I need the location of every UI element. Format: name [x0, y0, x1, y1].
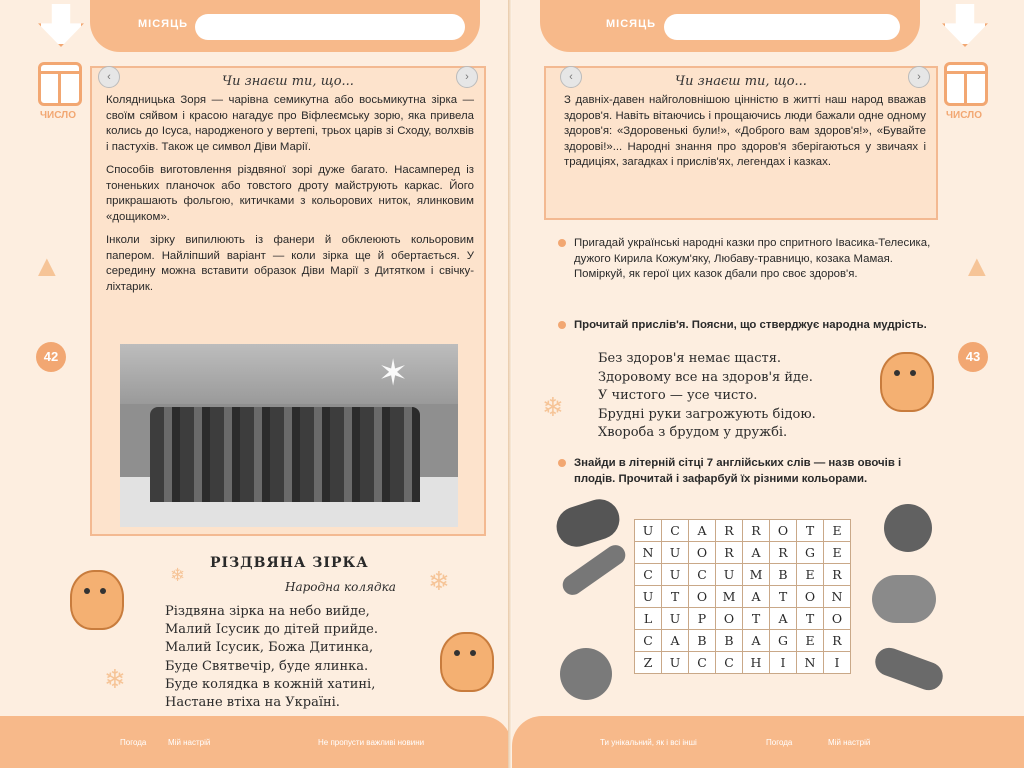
day-label: ЧИСЛО	[946, 110, 982, 121]
day-label: ЧИСЛО	[40, 110, 76, 121]
grid-cell[interactable]: T	[770, 586, 797, 608]
calendar-icon	[944, 62, 988, 106]
grid-cell[interactable]: C	[635, 630, 662, 652]
month-header	[540, 0, 920, 52]
task-fairy-tales	[574, 236, 934, 283]
month-field[interactable]	[195, 14, 465, 40]
grid-cell[interactable]: C	[716, 652, 743, 674]
grid-cell[interactable]: C	[689, 652, 716, 674]
grid-cell[interactable]: R	[824, 564, 851, 586]
orange-picture	[560, 648, 612, 700]
info-paragraph: Способів виготовлення різдвяної зорі дуже багато. Насамперед із тоненьких планочок або товстого дроту майструють каркас. Його прикрашають фольгою, китичками з кольорових ниток, ялинковим «дощиком».	[106, 164, 474, 223]
fir-tree-icon: ▲	[962, 250, 992, 283]
grid-cell[interactable]: E	[797, 564, 824, 586]
grid-cell[interactable]: C	[635, 564, 662, 586]
proverb: Здоровому все на здоров'я йде.	[598, 369, 813, 385]
grid-cell[interactable]: R	[770, 542, 797, 564]
poem	[165, 603, 378, 712]
grid-cell[interactable]: A	[743, 586, 770, 608]
task-proverbs	[574, 318, 934, 334]
grid-cell[interactable]: N	[635, 542, 662, 564]
grid-row	[635, 586, 851, 608]
grid-cell[interactable]: A	[662, 630, 689, 652]
poem-line: Настане втіха на Україні.	[165, 695, 340, 711]
chevron-left-icon: ‹	[98, 66, 120, 88]
grid-cell[interactable]: L	[635, 608, 662, 630]
grid-cell[interactable]: R	[716, 542, 743, 564]
grid-cell[interactable]: R	[743, 520, 770, 542]
grid-cell[interactable]: T	[662, 586, 689, 608]
grid-cell[interactable]: U	[662, 542, 689, 564]
grid-cell[interactable]: A	[743, 542, 770, 564]
task-text: Прочитай прислів'я. Поясни, що стверджує народна мудрість.	[574, 319, 927, 331]
proverb: У чистого — усе чисто.	[598, 388, 758, 403]
grid-cell[interactable]: T	[743, 608, 770, 630]
chevron-left-icon: ‹	[560, 66, 582, 88]
footer-unique-label: Ти унікальний, як і всі інші	[600, 738, 697, 747]
star-icon: ✶	[378, 352, 409, 393]
grid-cell[interactable]: E	[824, 542, 851, 564]
grid-cell[interactable]: O	[770, 520, 797, 542]
word-search-grid[interactable]	[634, 519, 851, 674]
poem-title: РІЗДВЯНА ЗІРКА	[210, 555, 369, 571]
grid-cell[interactable]: A	[689, 520, 716, 542]
chevron-right-icon: ›	[908, 66, 930, 88]
fir-tree-icon: ▲	[32, 250, 62, 283]
grid-cell[interactable]: B	[770, 564, 797, 586]
bullet-icon	[558, 321, 566, 329]
footer-weather-label: Погода	[120, 738, 147, 747]
month-header	[90, 0, 480, 52]
grid-cell[interactable]: R	[824, 630, 851, 652]
grid-cell[interactable]: A	[770, 608, 797, 630]
grid-cell[interactable]: B	[716, 630, 743, 652]
chevron-right-icon: ›	[456, 66, 478, 88]
grid-cell[interactable]: G	[797, 542, 824, 564]
arrow-down-icon	[38, 4, 84, 47]
footer-mood-label: Мій настрій	[828, 738, 871, 747]
grid-cell[interactable]: O	[824, 608, 851, 630]
footer-news-label: Не пропусти важливі новини	[318, 738, 425, 747]
arrow-down-icon	[942, 4, 988, 47]
month-label: МІСЯЦЬ	[138, 18, 189, 30]
grid-cell[interactable]: E	[824, 520, 851, 542]
grid-cell[interactable]: E	[797, 630, 824, 652]
proverb: Хвороба з брудом у дружбі.	[598, 425, 788, 440]
calendar-icon	[38, 62, 82, 106]
grid-cell[interactable]: N	[797, 652, 824, 674]
proverb: Брудні руки загрожують бідою.	[598, 406, 816, 422]
snowflake-icon: ❄	[170, 565, 186, 585]
task-text: Пригадай українські народні казки про спритного Івасика-Телесика, дужого Кирила Кожум'яку, Любаву-травницю, козака Мамая. Поміркуй, як герої цих казок дбали про своє здоров'я.	[574, 237, 931, 280]
cat-illustration	[70, 570, 124, 630]
grid-cell[interactable]: Z	[635, 652, 662, 674]
info-title: Чи знаєш ти, що...	[675, 74, 807, 89]
grid-cell[interactable]: U	[635, 520, 662, 542]
grid-cell[interactable]: U	[662, 608, 689, 630]
grid-cell[interactable]: U	[662, 564, 689, 586]
poem-line: Малий Ісусик, Божа Дитинка,	[165, 640, 374, 656]
grid-row	[635, 520, 851, 542]
poem-line: Малий Ісусик до дітей прийде.	[165, 622, 379, 638]
grid-cell[interactable]: U	[662, 652, 689, 674]
grid-cell[interactable]: U	[716, 564, 743, 586]
info-title: Чи знаєш ти, що...	[222, 74, 354, 89]
carolers-photo	[120, 344, 458, 527]
snowflake-icon: ❄	[542, 392, 564, 422]
grid-cell[interactable]: T	[797, 520, 824, 542]
grid-cell[interactable]: U	[635, 586, 662, 608]
cat-illustration	[880, 352, 934, 412]
grid-cell[interactable]: I	[824, 652, 851, 674]
grid-cell[interactable]: B	[689, 630, 716, 652]
task-text: Знайди в літерній сітці 7 англійських слів — назв овочів і плодів. Прочитай і зафарбуй їх різними кольорами.	[574, 457, 902, 485]
grid-cell[interactable]: G	[770, 630, 797, 652]
grid-cell[interactable]: T	[797, 608, 824, 630]
proverb: Без здоров'я немає щастя.	[598, 351, 782, 366]
info-paragraph: Інколи зірку випилюють із фанери й обклеюють кольоровим папером. Найліпший варіант — коли зірка ще й обертається. У середину можна вставити образок Діви Марії з Дитятком і свічку-ліхтарик.	[106, 234, 474, 293]
grid-row	[635, 564, 851, 586]
grid-row	[635, 608, 851, 630]
month-field[interactable]	[664, 14, 900, 40]
poem-line: Буде Святвечір, буде ялинка.	[165, 658, 369, 674]
cat-illustration	[440, 632, 494, 692]
poem-line: Різдвяна зірка на небо вийде,	[165, 604, 370, 619]
grid-row	[635, 630, 851, 652]
grid-row	[635, 542, 851, 564]
grid-cell[interactable]: C	[662, 520, 689, 542]
grid-cell[interactable]: P	[689, 608, 716, 630]
photo-children	[150, 407, 420, 502]
footer-weather-label: Погода	[766, 738, 793, 747]
grid-cell[interactable]: M	[743, 564, 770, 586]
info-paragraph: Колядницька Зоря — чарівна семикутна або восьмикутна зірка — своїм сяйвом і красою нагадує про Віфлеємську зорю, яка привела колись до Ісуса, народженого у вертепі, трьох царів зі Сходу, волхвів і пастухів. Також це символ Діви Марії.	[106, 94, 474, 153]
tomato-picture	[884, 504, 932, 552]
snowflake-icon: ❄	[104, 664, 126, 694]
month-label: МІСЯЦЬ	[606, 18, 657, 30]
grid-cell[interactable]: C	[689, 564, 716, 586]
footer-strip	[0, 716, 512, 768]
proverbs-list	[598, 350, 816, 443]
grid-cell[interactable]: H	[743, 652, 770, 674]
poem-line: Буде колядка в кожній хатині,	[165, 676, 376, 692]
info-paragraph: З давніх-давен найголовнішою цінністю в житті наш народ вважав здоров'я. Навіть вітаючись і прощаючись люди бажали одне одному здоров'я: «Здоровенькі були!», «Доброго вам здоров'я!», «Бувайте здорові!»... Народні знання про здоров'я зберігаються у звичаях і традиціях, загадках і прислів'ях, легендах і казках.	[564, 94, 926, 168]
page-number: 42	[36, 342, 66, 372]
page-number: 43	[958, 342, 988, 372]
grid-cell[interactable]: O	[716, 608, 743, 630]
task-word-search	[574, 456, 934, 487]
grid-cell[interactable]: N	[824, 586, 851, 608]
poem-subtitle: Народна колядка	[285, 580, 396, 594]
grid-cell[interactable]: O	[689, 586, 716, 608]
snowflake-icon: ❄	[428, 566, 450, 596]
grid-row	[635, 652, 851, 674]
footer-mood-label: Мій настрій	[168, 738, 211, 747]
grid-cell[interactable]: I	[770, 652, 797, 674]
grid-cell[interactable]: A	[743, 630, 770, 652]
bullet-icon	[558, 239, 566, 247]
did-you-know-box	[544, 66, 938, 220]
grid-cell[interactable]: O	[797, 586, 824, 608]
grid-cell[interactable]: M	[716, 586, 743, 608]
bullet-icon	[558, 459, 566, 467]
potato-picture	[872, 575, 936, 623]
grid-cell[interactable]: O	[689, 542, 716, 564]
grid-cell[interactable]: R	[716, 520, 743, 542]
